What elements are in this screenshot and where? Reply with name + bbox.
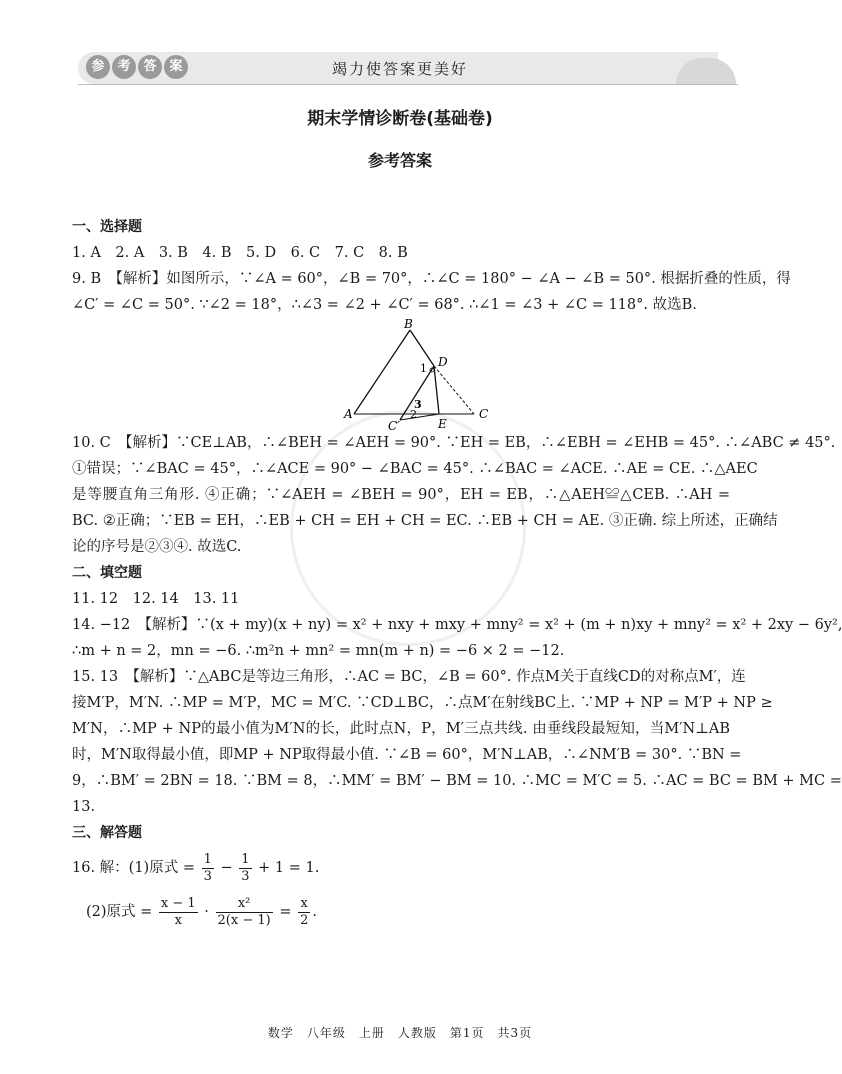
badge-char: 考 <box>112 55 136 79</box>
label-A: A <box>344 407 353 421</box>
answer-line: 14. −12 【解析】∵(x + my)(x + ny) = x² + nxy + mxy + mny² = x² + (m + n)xy + mny² = x² + 2xy − 6y², <box>72 617 842 633</box>
fraction-num: x <box>298 896 310 913</box>
section-heading: 三、解答题 <box>72 825 142 841</box>
answer-line-16-1 <box>72 846 730 890</box>
badge-char: 答 <box>138 55 162 79</box>
answer-line: 接M′P，M′N. ∴MP = M′P，MC = M′C. ∵CD⊥BC，∴点M′在射线BC上. ∵MP + NP = M′P + NP ≥ <box>72 695 773 711</box>
expr-text: 16. 解：(1)原式 = <box>72 860 195 876</box>
answer-line: BC. ②正确；∵EB = EH，∴EB + CH = EH + CH = EC. ∴EB + CH = AE. ③正确. 综上所述，正确结 <box>72 513 778 529</box>
answer-line: ∠C′ = ∠C = 50°. ∵∠2 = 18°，∴∠3 = ∠2 + ∠C′ = 68°. ∴∠1 = ∠3 + ∠C = 118°. 故选B. <box>72 297 697 313</box>
answer-line: M′N，∴MP + NP的最小值为M′N的长，此时点N，P，M′三点共线. 由垂线段最短知，当M′N⊥AB <box>72 721 730 737</box>
answer-line: 13. <box>72 799 96 815</box>
fraction-num: 1 <box>203 851 212 867</box>
answer-line: 1. A 2. A 3. B 4. B 5. D 6. C 7. C 8. B <box>72 245 408 261</box>
label-B: B <box>404 317 413 331</box>
page-footer: 数学 八年级 上册 人教版 第1页 共3页 <box>267 1026 533 1040</box>
label-E: E <box>438 417 447 431</box>
answer-line: 是等腰直角三角形. ④正确；∵∠AEH = ∠BEH = 90°，EH = EB，∴△AEH≌△CEB. ∴AH = <box>72 487 730 503</box>
section-heading: 二、填空题 <box>72 565 142 581</box>
badge-char: 案 <box>164 55 188 79</box>
expr-text: + 1 = 1. <box>258 860 320 876</box>
section-heading: 一、选择题 <box>72 219 142 235</box>
times-dot: · <box>204 904 209 920</box>
badge-char: 参 <box>86 55 110 79</box>
answer-line: 9. B 【解析】如图所示，∵∠A = 60°，∠B = 70°，∴∠C = 180° − ∠A − ∠B = 50°. 根据折叠的性质，得 <box>72 271 791 287</box>
fraction-den: 2(x − 1) <box>217 912 271 928</box>
fraction-den: x <box>174 912 182 928</box>
answer-line: 论的序号是②③④. 故选C. <box>72 539 242 555</box>
fraction-num: x − 1 <box>160 895 196 911</box>
answer-line: 10. C 【解析】∵CE⊥AB，∴∠BEH = ∠AEH = 90°. ∵EH = EB，∴∠EBH = ∠EHB = 45°. ∴∠ABC ≠ 45°. <box>72 435 836 451</box>
label-angle-3: 3 <box>414 398 422 411</box>
answer-content <box>72 214 842 934</box>
label-angle-2: 2 <box>410 408 417 421</box>
answer-line: 11. 12 12. 14 13. 11 <box>72 591 240 607</box>
expr-text: . <box>312 904 317 920</box>
geometry-figure <box>72 317 730 433</box>
fraction <box>202 852 214 885</box>
answer-line-16-2 <box>72 890 730 934</box>
fraction-den: 3 <box>241 868 250 884</box>
answer-line: ①错误；∵∠BAC = 45°，∴∠ACE = 90° − ∠BAC = 45°. ∴∠BAC = ∠ACE. ∴AE = CE. ∴△AEC <box>72 461 758 477</box>
expr-text: = <box>279 904 292 920</box>
fraction <box>216 896 273 929</box>
answer-badge <box>86 55 188 79</box>
fraction-num: x² <box>216 896 273 913</box>
fraction-den: 2 <box>300 912 309 928</box>
page-title: 期末学情诊断卷(基础卷) <box>307 109 493 129</box>
label-C: C <box>479 407 489 421</box>
triangle-figure <box>334 317 494 433</box>
header-slogan: 竭力使答案更美好 <box>331 60 468 78</box>
label-D: D <box>438 355 448 369</box>
fraction <box>298 896 310 929</box>
fraction <box>159 896 198 929</box>
label-C-prime: C′ <box>388 419 400 433</box>
minus-sign: − <box>220 860 233 876</box>
answer-line: 时，M′N取得最小值，即MP + NP取得最小值. ∵∠B = 60°，M′N⊥AB，∴∠NM′B = 30°. ∵BN = <box>72 747 742 763</box>
answer-line: 9，∴BM′ = 2BN = 18. ∵BM = 8，∴MM′ = BM′ − BM = 10. ∴MC = M′C = 5. ∴AC = BC = BM + MC = <box>72 773 842 789</box>
fraction-den: 3 <box>203 868 212 884</box>
answer-line: ∴m + n = 2，mn = −6. ∴m²n + mn² = mn(m + n) = −6 × 2 = −12. <box>72 643 565 659</box>
page-subtitle: 参考答案 <box>367 151 432 170</box>
answer-line: 15. 13 【解析】∵△ABC是等边三角形，∴AC = BC，∠B = 60°. 作点M关于直线CD的对称点M′，连 <box>72 669 746 685</box>
label-angle-1: 1 <box>420 362 427 375</box>
fraction <box>239 852 251 885</box>
fraction-num: 1 <box>241 851 250 867</box>
header-divider <box>78 84 738 85</box>
expr-text: (2)原式 = <box>86 904 153 920</box>
